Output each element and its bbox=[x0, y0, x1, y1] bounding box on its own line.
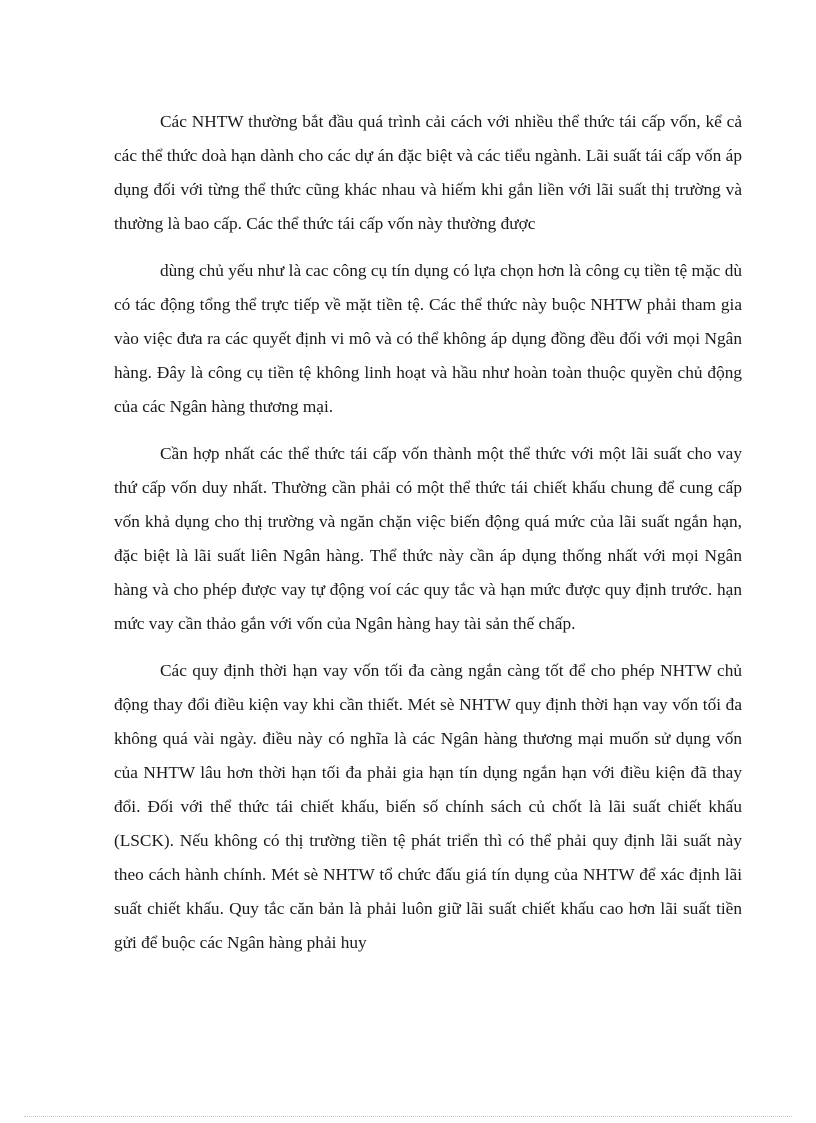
page-bottom-border bbox=[24, 1116, 792, 1117]
paragraph-3: Cần hợp nhất các thể thức tái cấp vốn thành một thể thức với một lãi suất cho vay thứ cấp vốn duy nhất. Thường cần phải có một thể thức tái chiết khấu chung để cung cấp vốn khả dụng cho thị trường và ngăn chặn việc biến động quá mức của lãi suất ngắn hạn, đặc biệt là lãi suất liên Ngân hàng. Thể thức này cần áp dụng thống nhất với mọi Ngân hàng và cho phép được vay tự động voí các quy tắc và hạn mức được quy định trước. hạn mức vay cần thảo gắn với vốn của Ngân hàng hay tài sản thế chấp. bbox=[114, 444, 742, 633]
body-text bbox=[114, 105, 742, 960]
paragraph-1: Các NHTW thường bắt đầu quá trình cải cách với nhiều thể thức tái cấp vốn, kể cả các thể thức doà hạn dành cho các dự án đặc biệt và các tiểu ngành. Lãi suất tái cấp vốn áp dụng đối với từng thể thức cũng khác nhau và hiếm khi gắn liền với lãi suất thị trường và thường là bao cấp. Các thể thức tái cấp vốn này thường được bbox=[114, 112, 742, 233]
paragraph-2: dùng chủ yếu như là cac công cụ tín dụng có lựa chọn hơn là công cụ tiền tệ mặc dù có tác động tổng thể trực tiếp về mặt tiền tệ. Các thể thức này buộc NHTW phải tham gia vào việc đưa ra các quyết định vi mô và có thể không áp dụng đồng đều đối với mọi Ngân hàng. Đây là công cụ tiền tệ không linh hoạt và hầu như hoàn toàn thuộc quyền chủ động của các Ngân hàng thương mại. bbox=[114, 261, 742, 416]
paragraph-4: Các quy định thời hạn vay vốn tối đa càng ngắn càng tốt để cho phép NHTW chủ động thay đổi điều kiện vay khi cần thiết. Mét sè NHTW quy định thời hạn vay vốn tối đa không quá vài ngày. điều này có nghĩa là các Ngân hàng thương mại muốn sử dụng vốn của NHTW lâu hơn thời hạn tối đa phải gia hạn tín dụng ngắn hạn với điều kiện đã thay đổi. Đối với thể thức tái chiết khấu, biến số chính sách củ chốt là lãi suất chiết khấu (LSCK). Nếu không có thị trường tiền tệ phát triển thì có thể phải quy định lãi suất này theo cách hành chính. Mét sè NHTW tổ chức đấu giá tín dụng của NHTW để xác định lãi suất chiết khấu. Quy tắc căn bản là phải luôn giữ lãi suất chiết khấu cao hơn lãi suất tiền gửi để buộc các Ngân hàng phải huy bbox=[114, 661, 742, 952]
